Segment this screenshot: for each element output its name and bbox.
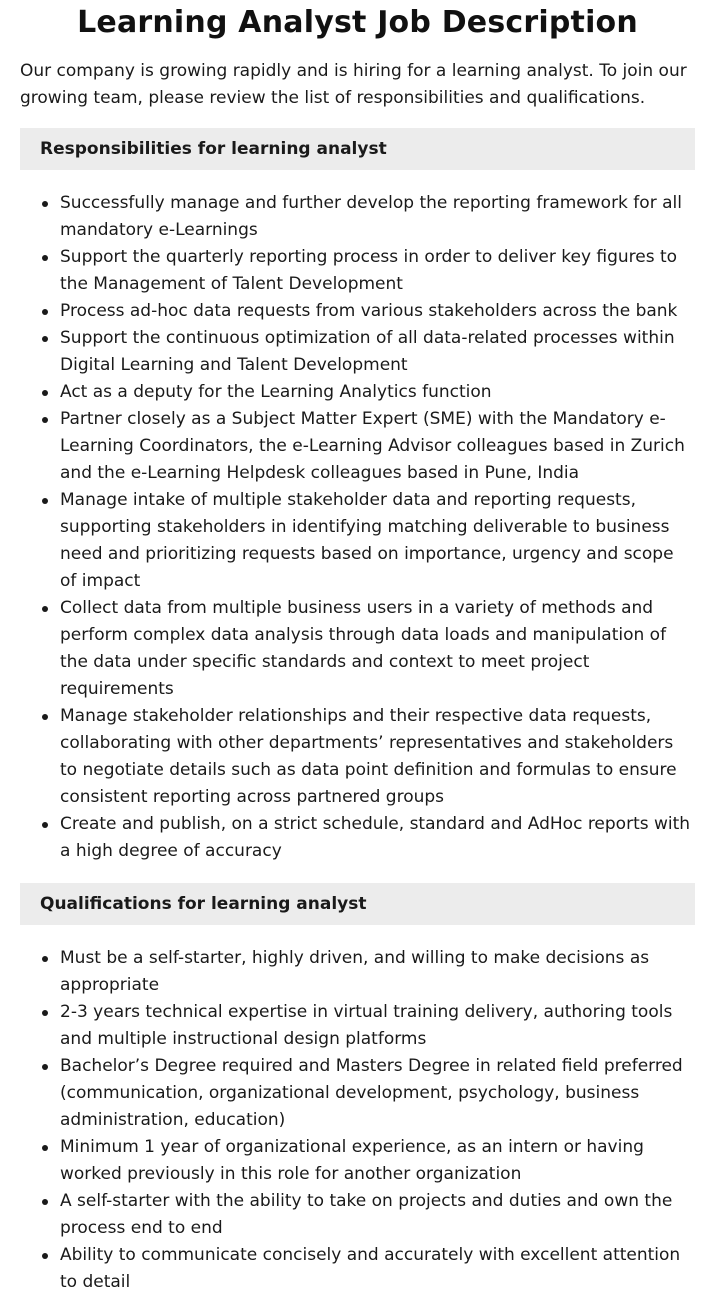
list-item: Must be a self-starter, highly driven, and willing to make decisions as appropriate	[60, 945, 695, 999]
qualifications-list	[20, 945, 695, 1296]
page-title: Learning Analyst Job Description	[77, 5, 638, 40]
list-item: A self-starter with the ability to take on projects and duties and own the process end to end	[60, 1188, 695, 1242]
list-item: 2-3 years technical expertise in virtual training delivery, authoring tools and multiple instructional design platforms	[60, 999, 695, 1053]
list-item: Collect data from multiple business users in a variety of methods and perform complex data analysis through data loads and manipulation of the data under specific standards and context to meet project requirements	[60, 595, 695, 703]
list-item: Partner closely as a Subject Matter Expert (SME) with the Mandatory e-Learning Coordinators, the e-Learning Advisor colleagues based in Zurich and the e-Learning Helpdesk colleagues based in Pune, India	[60, 406, 695, 487]
list-item: Act as a deputy for the Learning Analytics function	[60, 379, 695, 406]
qualifications-heading: Qualifications for learning analyst	[20, 883, 695, 925]
list-item: Manage intake of multiple stakeholder data and reporting requests, supporting stakeholders in identifying matching deliverable to business need and prioritizing requests based on importance, urgency and scope of impact	[60, 487, 695, 595]
responsibilities-heading: Responsibilities for learning analyst	[20, 128, 695, 170]
list-item: Support the quarterly reporting process in order to deliver key figures to the Management of Talent Development	[60, 244, 695, 298]
list-item: Support the continuous optimization of all data-related processes within Digital Learning and Talent Development	[60, 325, 695, 379]
list-item: Create and publish, on a strict schedule, standard and AdHoc reports with a high degree of accuracy	[60, 811, 695, 865]
list-item: Minimum 1 year of organizational experience, as an intern or having worked previously in this role for another organization	[60, 1134, 695, 1188]
list-item: Process ad-hoc data requests from various stakeholders across the bank	[60, 298, 695, 325]
list-item: Successfully manage and further develop the reporting framework for all mandatory e-Learnings	[60, 190, 695, 244]
list-item: Ability to communicate concisely and accurately with excellent attention to detail	[60, 1242, 695, 1296]
list-item: Bachelor’s Degree required and Masters Degree in related field preferred (communication, organizational development, psychology, business administration, education)	[60, 1053, 695, 1134]
responsibilities-list	[20, 190, 695, 865]
intro-paragraph: Our company is growing rapidly and is hiring for a learning analyst. To join our growing team, please review the list of responsibilities and qualifications.	[20, 61, 687, 108]
list-item: Manage stakeholder relationships and their respective data requests, collaborating with other departments’ representatives and stakeholders to negotiate details such as data point definition and formulas to ensure consistent reporting across partnered groups	[60, 703, 695, 811]
